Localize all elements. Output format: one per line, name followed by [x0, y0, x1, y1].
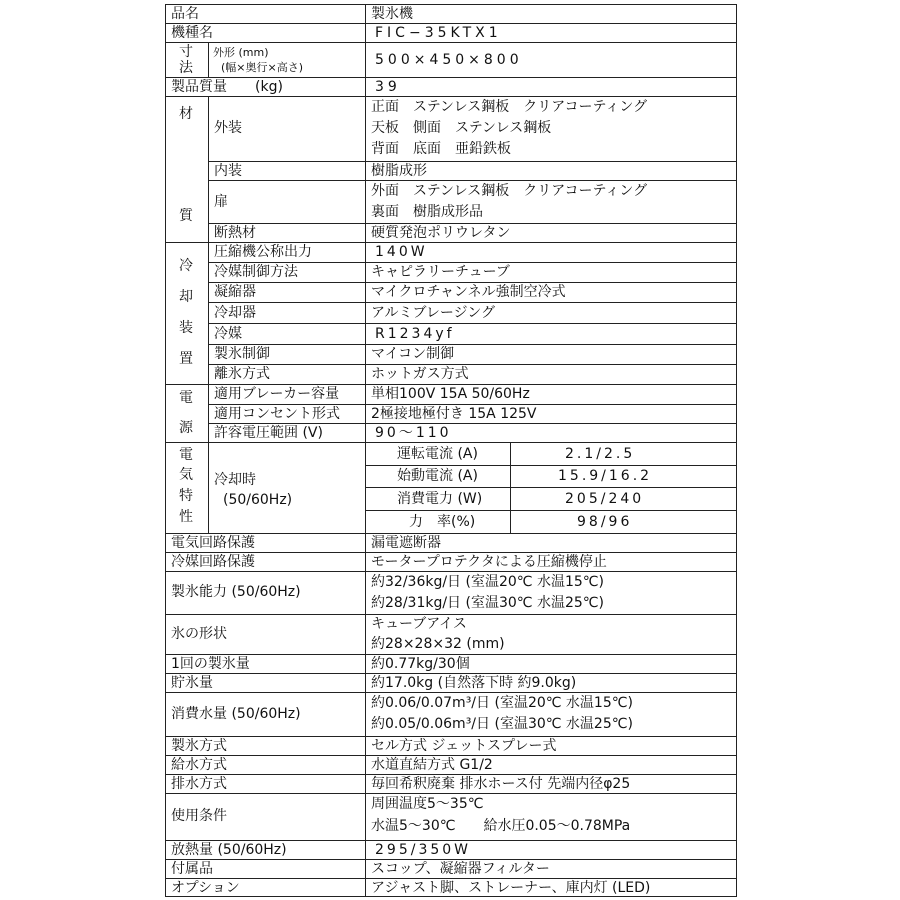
cooling-row-label: 冷媒: [214, 326, 242, 342]
lower-row-label: 給水方式: [171, 757, 227, 773]
weight-value: 39: [375, 79, 401, 95]
model-value: FIC−35KTX1: [375, 25, 502, 41]
lower-row-value: 水道直結方式 G1/2: [371, 757, 493, 773]
power-row-value: 90〜110: [375, 425, 452, 441]
lower-row-label: 1回の製氷量: [171, 656, 250, 672]
material-insulation-label: 断熱材: [214, 225, 256, 241]
cooling-row-value: 140W: [375, 244, 428, 260]
lower-row-value: 毎回希釈廃棄 排水ホース付 先端内径φ25: [371, 776, 631, 792]
power-row-value: 単相100V 15A 50/60Hz: [371, 386, 530, 402]
lower-row-value: 約28/31kg/日 (室温30℃ 水温25℃): [371, 595, 604, 611]
lower-row-label: 放熱量 (50/60Hz): [171, 842, 287, 858]
electrical-group-char-3: 特: [179, 488, 193, 504]
lower-row-label: 電気回路保護: [171, 535, 255, 551]
lower-row-value: アジャスト脚、ストレーナー、庫内灯 (LED): [371, 880, 651, 896]
weight-label: 製品質量 (kg): [171, 79, 283, 95]
cooling-group-char-2: 却: [179, 289, 193, 305]
material-exterior-line-3: 背面 底面 亜鉛鉄板: [371, 141, 511, 157]
lower-row-value: 295/350W: [375, 842, 472, 858]
material-insulation-value: 硬質発泡ポリウレタン: [371, 225, 511, 241]
power-row-label: 適用ブレーカー容量: [214, 386, 340, 402]
lower-row-value: モータープロテクタによる圧縮機停止: [371, 554, 607, 570]
lower-row-label: 貯氷量: [171, 675, 213, 691]
cooling-row-label: 凝縮器: [214, 284, 256, 300]
cooling-group-char-1: 冷: [179, 258, 193, 274]
lower-row-label: 消費水量 (50/60Hz): [171, 706, 301, 722]
cooling-row-value: ホットガス方式: [371, 366, 469, 382]
lower-row-value: 水温5〜30℃ 給水圧0.05〜0.78MPa: [371, 818, 631, 834]
label-value-divider: [365, 4, 366, 897]
lower-row-value: 約28×28×32 (mm): [371, 636, 505, 652]
dimensions-value: 500×450×800: [375, 52, 523, 68]
lower-row-value: 約0.77kg/30個: [371, 656, 470, 672]
cooling-row-label: 製氷制御: [214, 346, 270, 362]
lower-row-value: 約0.05/0.06m³/日 (室温30℃ 水温25℃): [371, 716, 633, 732]
lower-row-label: 製氷能力 (50/60Hz): [171, 584, 301, 600]
lower-row-value: セル方式 ジェットスプレー式: [371, 738, 557, 754]
cooling-group-char-4: 置: [179, 351, 193, 367]
lower-row-label: 製氷方式: [171, 738, 227, 754]
cooling-row-label: 冷却器: [214, 305, 256, 321]
electrical-row-value: 205/240: [565, 491, 645, 507]
material-exterior-line-1: 正面 ステンレス鋼板 クリアコーティング: [371, 99, 648, 115]
lower-row-value: 約0.06/0.07m³/日 (室温20℃ 水温15℃): [371, 695, 633, 711]
material-door-line-2: 裏面 樹脂成形品: [371, 204, 483, 220]
electrical-row-value: 2.1/2.5: [565, 446, 636, 462]
material-interior-value: 樹脂成形: [371, 163, 427, 179]
dimensions-group-label-1: 寸: [179, 44, 193, 60]
dimensions-sub-label-2: (幅×奥行×高さ): [221, 61, 304, 74]
electrical-group-char-2: 気: [179, 467, 193, 483]
lower-row-value: 周囲温度5〜35℃: [371, 796, 484, 812]
spec-table: [165, 4, 737, 897]
material-door-line-1: 外面 ステンレス鋼板 クリアコーティング: [371, 183, 648, 199]
lower-row-value: 約17.0kg (自然落下時 約9.0kg): [371, 675, 577, 691]
power-group-char-1: 電: [179, 390, 193, 406]
lower-row-label: オプション: [171, 880, 240, 896]
power-row-label: 許容電圧範囲 (V): [214, 425, 323, 441]
lower-row-value: スコップ、凝縮器フィルター: [371, 861, 550, 877]
lower-row-label: 付属品: [171, 861, 213, 877]
electrical-row-label: 消費電力 (W): [397, 491, 483, 507]
dimensions-sub-label-1: 外形 (mm): [213, 46, 269, 59]
cooling-row-label: 冷媒制御方法: [214, 264, 298, 280]
power-group-char-2: 源: [179, 420, 193, 436]
dimensions-group-label-2: 法: [179, 60, 193, 76]
table-border-right: [736, 4, 737, 897]
cooling-row-value: アルミブレージング: [371, 305, 495, 321]
cooling-group-char-3: 装: [179, 320, 193, 336]
cooling-row-label: 圧縮機公称出力: [214, 244, 312, 260]
lower-row-value: 約32/36kg/日 (室温20℃ 水温15℃): [371, 574, 604, 590]
model-label: 機種名: [171, 25, 213, 41]
cooling-row-value: マイクロチャンネル強制空冷式: [371, 284, 566, 300]
cooling-row-label: 離氷方式: [214, 366, 270, 382]
cooling-row-value: キャピラリーチューブ: [371, 264, 510, 280]
electrical-row-value: 15.9/16.2: [558, 468, 653, 484]
electrical-row-label: 運転電流 (A): [397, 446, 478, 462]
product-name-value: 製氷機: [371, 6, 413, 22]
cooling-row-value: マイコン制御: [371, 346, 455, 362]
material-door-label: 扉: [214, 194, 228, 210]
electrical-group-char-4: 性: [179, 509, 193, 525]
lower-row-value: 漏電遮断器: [371, 535, 441, 551]
cooling-row-value: R1234yf: [375, 326, 455, 342]
material-group-label-top: 材: [179, 106, 193, 122]
product-name-label: 品名: [171, 6, 199, 22]
electrical-sub-label-2: (50/60Hz): [223, 492, 293, 508]
lower-row-label: 使用条件: [171, 808, 227, 824]
lower-row-label: 排水方式: [171, 776, 227, 792]
group-divider-dim: [208, 42, 209, 77]
material-group-label-bottom: 質: [179, 208, 193, 224]
material-exterior-label: 外装: [214, 120, 242, 136]
table-border-left: [165, 4, 166, 897]
material-interior-label: 内装: [214, 163, 242, 179]
material-exterior-line-2: 天板 側面 ステンレス鋼板: [371, 120, 552, 136]
electrical-row-label: 始動電流 (A): [397, 468, 478, 484]
power-row-value: 2極接地極付き 15A 125V: [371, 406, 537, 422]
electrical-row-value: 98/96: [577, 514, 633, 530]
electrical-group-char-1: 電: [179, 447, 193, 463]
lower-row-label: 氷の形状: [171, 626, 227, 642]
table-border-top: [165, 4, 737, 5]
electrical-row-label: 力 率(%): [409, 514, 476, 530]
power-row-label: 適用コンセント形式: [214, 406, 340, 422]
electrical-sub-label-1: 冷却時: [214, 472, 256, 488]
lower-row-label: 冷媒回路保護: [171, 554, 255, 570]
lower-row-value: キューブアイス: [371, 616, 467, 632]
